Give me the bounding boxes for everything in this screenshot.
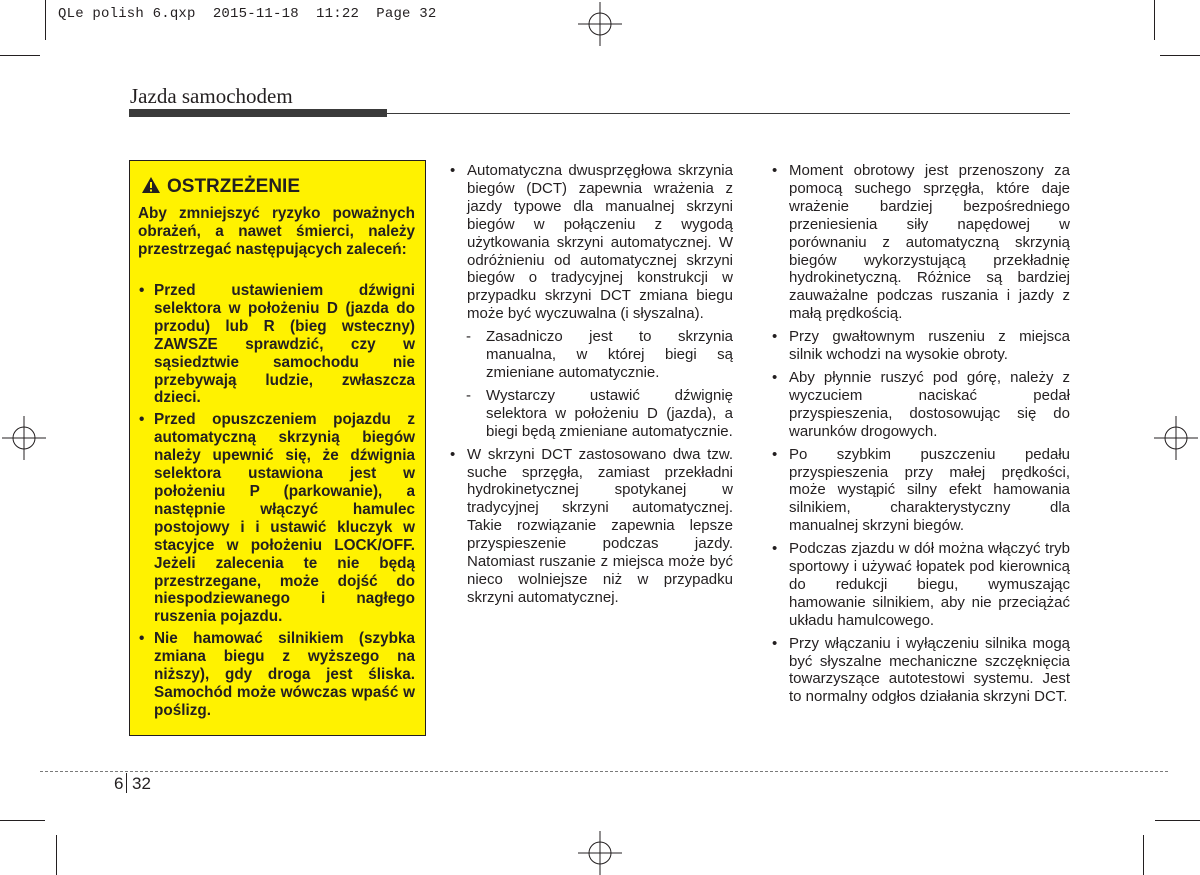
warning-triangle-icon bbox=[141, 176, 161, 194]
page-number: 32 bbox=[132, 774, 151, 793]
warning-item: • Nie hamować silnikiem (szybka zmiana biegu z wyższego na niższy), gdy droga jest śliska. Samochód może wówczas wpaść w poślizg. bbox=[139, 630, 415, 719]
warning-item: • Przed ustawieniem dźwigni selektora w położeniu D (jazda do przodu) lub R (bieg wsteczny) ZAWSZE sprawdzić, czy w sąsiedztwie samochodu nie przebywają ludzie, zwłaszcza dzieci. bbox=[139, 282, 415, 407]
crop-mark bbox=[1154, 0, 1155, 40]
list-item: • Podczas zjazdu w dół można włączyć tryb sportowy i używać łopatek pod kierownicą do redukcji biegu, wymuszając hamowanie silnikiem, aby nie przeciążać układu hamulcowego. bbox=[772, 540, 1070, 629]
crop-mark bbox=[56, 835, 57, 875]
warning-list bbox=[138, 282, 415, 724]
title-rule-thick bbox=[129, 109, 387, 117]
warning-item: • Przed opuszczeniem pojazdu z automatyczną skrzynią biegów należy upewnić się, że dźwignia selektora ustawiona jest w położeniu P (parkowanie), a następnie włączyć hamulec postojowy i i ustawić kluczyk w stacyjce w położeniu LOCK/OFF. Jeżeli zalecenia te nie będą przestrzegane, może dojść do niespodziewanego i nagłego ruszenia pojazdu. bbox=[139, 411, 415, 626]
crop-mark bbox=[1143, 835, 1144, 875]
text-column-middle bbox=[450, 162, 733, 612]
chapter-number: 6 bbox=[114, 774, 124, 793]
crop-mark bbox=[45, 0, 46, 40]
registration-mark-icon bbox=[578, 2, 622, 46]
list-item: • Moment obrotowy jest przenoszony za pomocą suchego sprzęgła, które daje wrażenie bardziej bezpośredniego przeniesienia siły napędowej w porównaniu z automatyczną skrzynią biegów wykorzystującą przekładnię hydrokinetyczną. Różnice są bardziej zauważalne podczas ruszania i jazdy z małą prędkością. bbox=[772, 162, 1070, 323]
list-item: • Przy gwałtownym ruszeniu z miejsca silnik wchodzi na wysokie obroty. bbox=[772, 328, 1070, 364]
warning-heading bbox=[141, 176, 300, 198]
list-item: • W skrzyni DCT zastosowano dwa tzw. suche sprzęgła, zamiast przekładni hydrokinetycznej spotykanej w tradycyjnej skrzyni automatycznej. Takie rozwiązanie zapewnia lepsze przyspieszenie podczas jazdy. Natomiast ruszanie z miejsca może być nieco wolniejsze niż w przypadku skrzyni automatycznej. bbox=[450, 445, 733, 606]
crop-mark bbox=[0, 820, 45, 821]
list-subitem: - Zasadniczo jest to skrzynia manualna, w której biegi są zmieniane automatycznie. bbox=[466, 328, 733, 381]
registration-mark-icon bbox=[1154, 416, 1198, 460]
list-item: • Przy włączaniu i wyłączeniu silnika mogą być słyszalne mechaniczne szczęknięcia towarzyszące autotestowi systemu. Jest to normalny odgłos działania skrzyni DCT. bbox=[772, 634, 1070, 706]
footer-divider bbox=[40, 771, 1168, 772]
registration-mark-icon bbox=[578, 831, 622, 875]
registration-mark-icon bbox=[2, 416, 46, 460]
warning-intro: Aby zmniejszyć ryzyko poważnych obrażeń, a nawet śmierci, należy przestrzegać następujących zaleceń: bbox=[138, 205, 415, 258]
list-item: • Aby płynnie ruszyć pod górę, należy z wyczuciem naciskać pedał przyspieszenia, dostosowując się do warunków drogowych. bbox=[772, 368, 1070, 440]
list-subitem: - Wystarczy ustawić dźwignię selektora w położeniu D (jazda), a biegi będą zmieniane automatycznie. bbox=[466, 386, 733, 440]
title-rule-thin bbox=[387, 113, 1070, 114]
page-number-separator bbox=[126, 773, 127, 793]
text-column-right bbox=[772, 162, 1070, 711]
list-item: • Automatyczna dwusprzęgłowa skrzynia biegów (DCT) zapewnia wrażenia z jazdy typowe dla manualnej skrzyni biegów w połączeniu z wygodą użytkowania skrzyni automatycznej. W odróżnieniu od automatycznej skrzyni biegów o tradycyjnej konstrukcji w przypadku skrzyni DCT zmiana biegu może być wyczuwalna (i słyszalna). bbox=[450, 162, 733, 323]
list-item: • Po szybkim puszczeniu pedału przyspieszenia przy małej prędkości, może wystąpić silny efekt hamowania silnikiem, charakterystyczny dla manualnej skrzyni biegów. bbox=[772, 445, 1070, 535]
print-header-info: QLe polish 6.qxp 2015-11-18 11:22 Page 32 bbox=[58, 6, 437, 22]
crop-mark bbox=[0, 55, 40, 56]
section-title: Jazda samochodem bbox=[130, 84, 293, 108]
crop-mark bbox=[1160, 55, 1200, 56]
crop-mark bbox=[1155, 820, 1200, 821]
warning-title: OSTRZEŻENIE bbox=[167, 176, 301, 197]
